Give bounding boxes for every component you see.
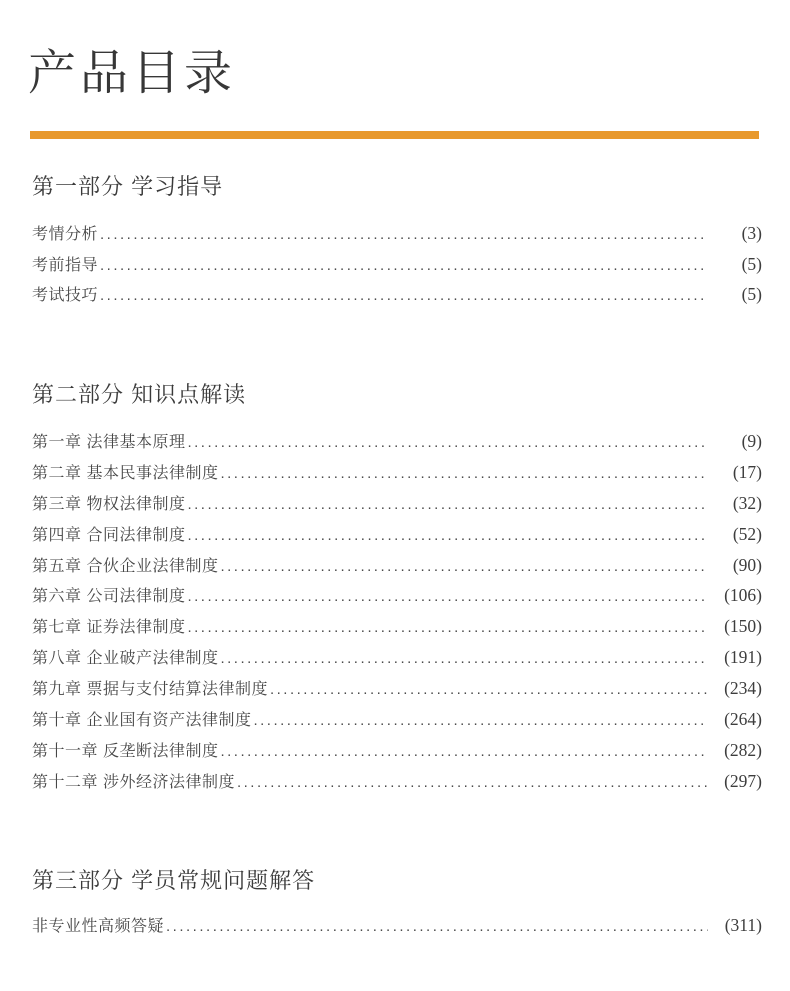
toc-entry-label: 第五章 合伙企业法律制度 xyxy=(32,557,219,575)
section-heading: 第一部分 学习指导 xyxy=(32,174,224,199)
toc-entry xyxy=(32,553,762,584)
dot-leader xyxy=(270,681,708,699)
toc-entry xyxy=(32,429,762,460)
toc-entry xyxy=(32,913,762,943)
toc-entry xyxy=(32,645,762,676)
toc-entry-page: (106) xyxy=(724,585,762,606)
toc-entry-page: (264) xyxy=(724,709,762,730)
toc-entry xyxy=(32,491,762,522)
dot-leader xyxy=(220,650,708,668)
toc-entry-label: 第十二章 涉外经济法律制度 xyxy=(32,773,235,791)
dot-leader xyxy=(220,465,708,483)
accent-divider xyxy=(30,131,759,139)
toc-entry-page: (191) xyxy=(724,647,762,668)
toc-entry-page: (297) xyxy=(724,770,762,791)
toc-entry xyxy=(32,221,762,252)
page-title: 产品目录 xyxy=(28,47,237,100)
dot-leader xyxy=(187,496,708,514)
toc-entry-page: (5) xyxy=(741,253,762,274)
toc-entry-label: 第八章 企业破产法律制度 xyxy=(32,650,219,668)
toc-entry xyxy=(32,252,762,283)
toc-entry-label: 第一章 法律基本原理 xyxy=(32,434,186,451)
toc-entry xyxy=(32,460,762,491)
toc-entry-label: 第十一章 反垄断法律制度 xyxy=(32,742,219,760)
toc-entry-page: (90) xyxy=(732,554,762,575)
toc-entry xyxy=(32,583,762,614)
dot-leader xyxy=(100,226,708,244)
toc-entry-page: (17) xyxy=(732,461,762,482)
dot-leader xyxy=(100,287,708,305)
dot-leader xyxy=(187,619,708,637)
toc-entry-label: 非专业性高频答疑 xyxy=(32,918,165,935)
toc-entry-page: (234) xyxy=(724,678,762,699)
toc-entry-label: 第二章 基本民事法律制度 xyxy=(32,464,219,482)
dot-leader xyxy=(166,918,708,936)
toc-entry-label: 第九章 票据与支付结算法律制度 xyxy=(32,681,268,699)
dot-leader xyxy=(253,712,708,730)
toc-entry-page: (3) xyxy=(741,223,762,243)
toc-entry-page: (5) xyxy=(741,284,762,304)
toc-entry-page: (150) xyxy=(724,616,762,637)
dot-leader xyxy=(220,743,708,761)
toc-entry-label: 考情分析 xyxy=(32,226,99,243)
dot-leader xyxy=(187,434,708,452)
toc-entry xyxy=(32,707,762,738)
toc-entry xyxy=(32,769,762,800)
section-part3 xyxy=(32,866,762,943)
dot-leader xyxy=(187,527,708,545)
toc-entry-label: 第十章 企业国有资产法律制度 xyxy=(32,712,252,730)
toc-entry-label: 考前指导 xyxy=(32,256,99,274)
section-part2 xyxy=(32,380,762,800)
dot-leader xyxy=(220,558,708,576)
toc-entry-page: (311) xyxy=(724,915,762,935)
toc-entry-label: 第七章 证券法律制度 xyxy=(32,619,186,637)
section-part1 xyxy=(32,172,762,313)
toc-entry xyxy=(32,676,762,707)
toc-entry-label: 第六章 公司法律制度 xyxy=(32,588,186,606)
toc-entry-label: 考试技巧 xyxy=(32,287,99,304)
toc-entry-label: 第四章 合同法律制度 xyxy=(32,526,186,544)
dot-leader xyxy=(100,257,708,275)
toc-entry xyxy=(32,522,762,553)
toc-entry-label: 第三章 物权法律制度 xyxy=(32,495,186,513)
dot-leader xyxy=(187,588,708,606)
toc-entry-page: (9) xyxy=(741,431,762,451)
toc-entry xyxy=(32,738,762,769)
toc-rows xyxy=(32,429,762,800)
toc-entry-page: (52) xyxy=(732,523,762,544)
toc-entry xyxy=(32,614,762,645)
toc-rows xyxy=(32,221,762,313)
toc-entry xyxy=(32,282,762,313)
dot-leader xyxy=(237,774,708,792)
section-heading: 第三部分 学员常规问题解答 xyxy=(32,868,316,893)
toc-entry-page: (282) xyxy=(724,739,762,760)
toc-rows xyxy=(32,913,762,943)
section-heading: 第二部分 知识点解读 xyxy=(32,382,247,407)
toc-entry-page: (32) xyxy=(732,492,762,513)
